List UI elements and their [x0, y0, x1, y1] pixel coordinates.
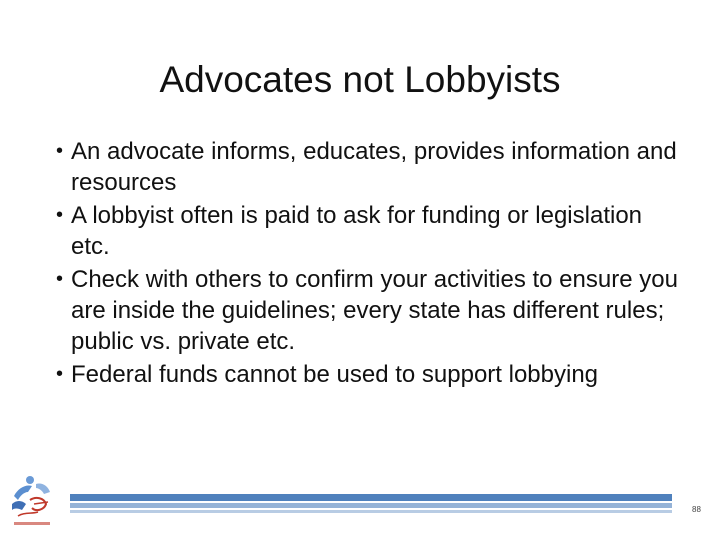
bullet-item: [56, 200, 686, 262]
slide-number: 88: [692, 505, 701, 514]
footer-bar: [70, 503, 672, 508]
bullet-text: A lobbyist often is paid to ask for funding or legislation etc.: [71, 202, 643, 260]
footer-bar: [70, 494, 672, 501]
bullet-marker: •: [56, 363, 64, 385]
bullet-text: Check with others to confirm your activities to ensure you are inside the guidelines; every state has different rules; public vs. private etc.: [71, 266, 678, 355]
footer-bar: [70, 510, 672, 513]
footer-decorative-bars: [70, 494, 672, 516]
slide-title: Advocates not Lobbyists: [159, 59, 561, 100]
bullet-item: [56, 136, 686, 198]
organization-logo-icon: [8, 466, 58, 532]
bullet-text: An advocate informs, educates, provides information and resources: [71, 138, 677, 196]
bullet-marker: •: [56, 140, 64, 162]
bullet-marker: •: [56, 204, 64, 226]
bullet-text: Federal funds cannot be used to support lobbying: [71, 361, 599, 388]
bullet-list: [56, 136, 686, 392]
bullet-item: [56, 359, 686, 390]
bullet-marker: •: [56, 268, 64, 290]
bullet-item: [56, 264, 686, 357]
